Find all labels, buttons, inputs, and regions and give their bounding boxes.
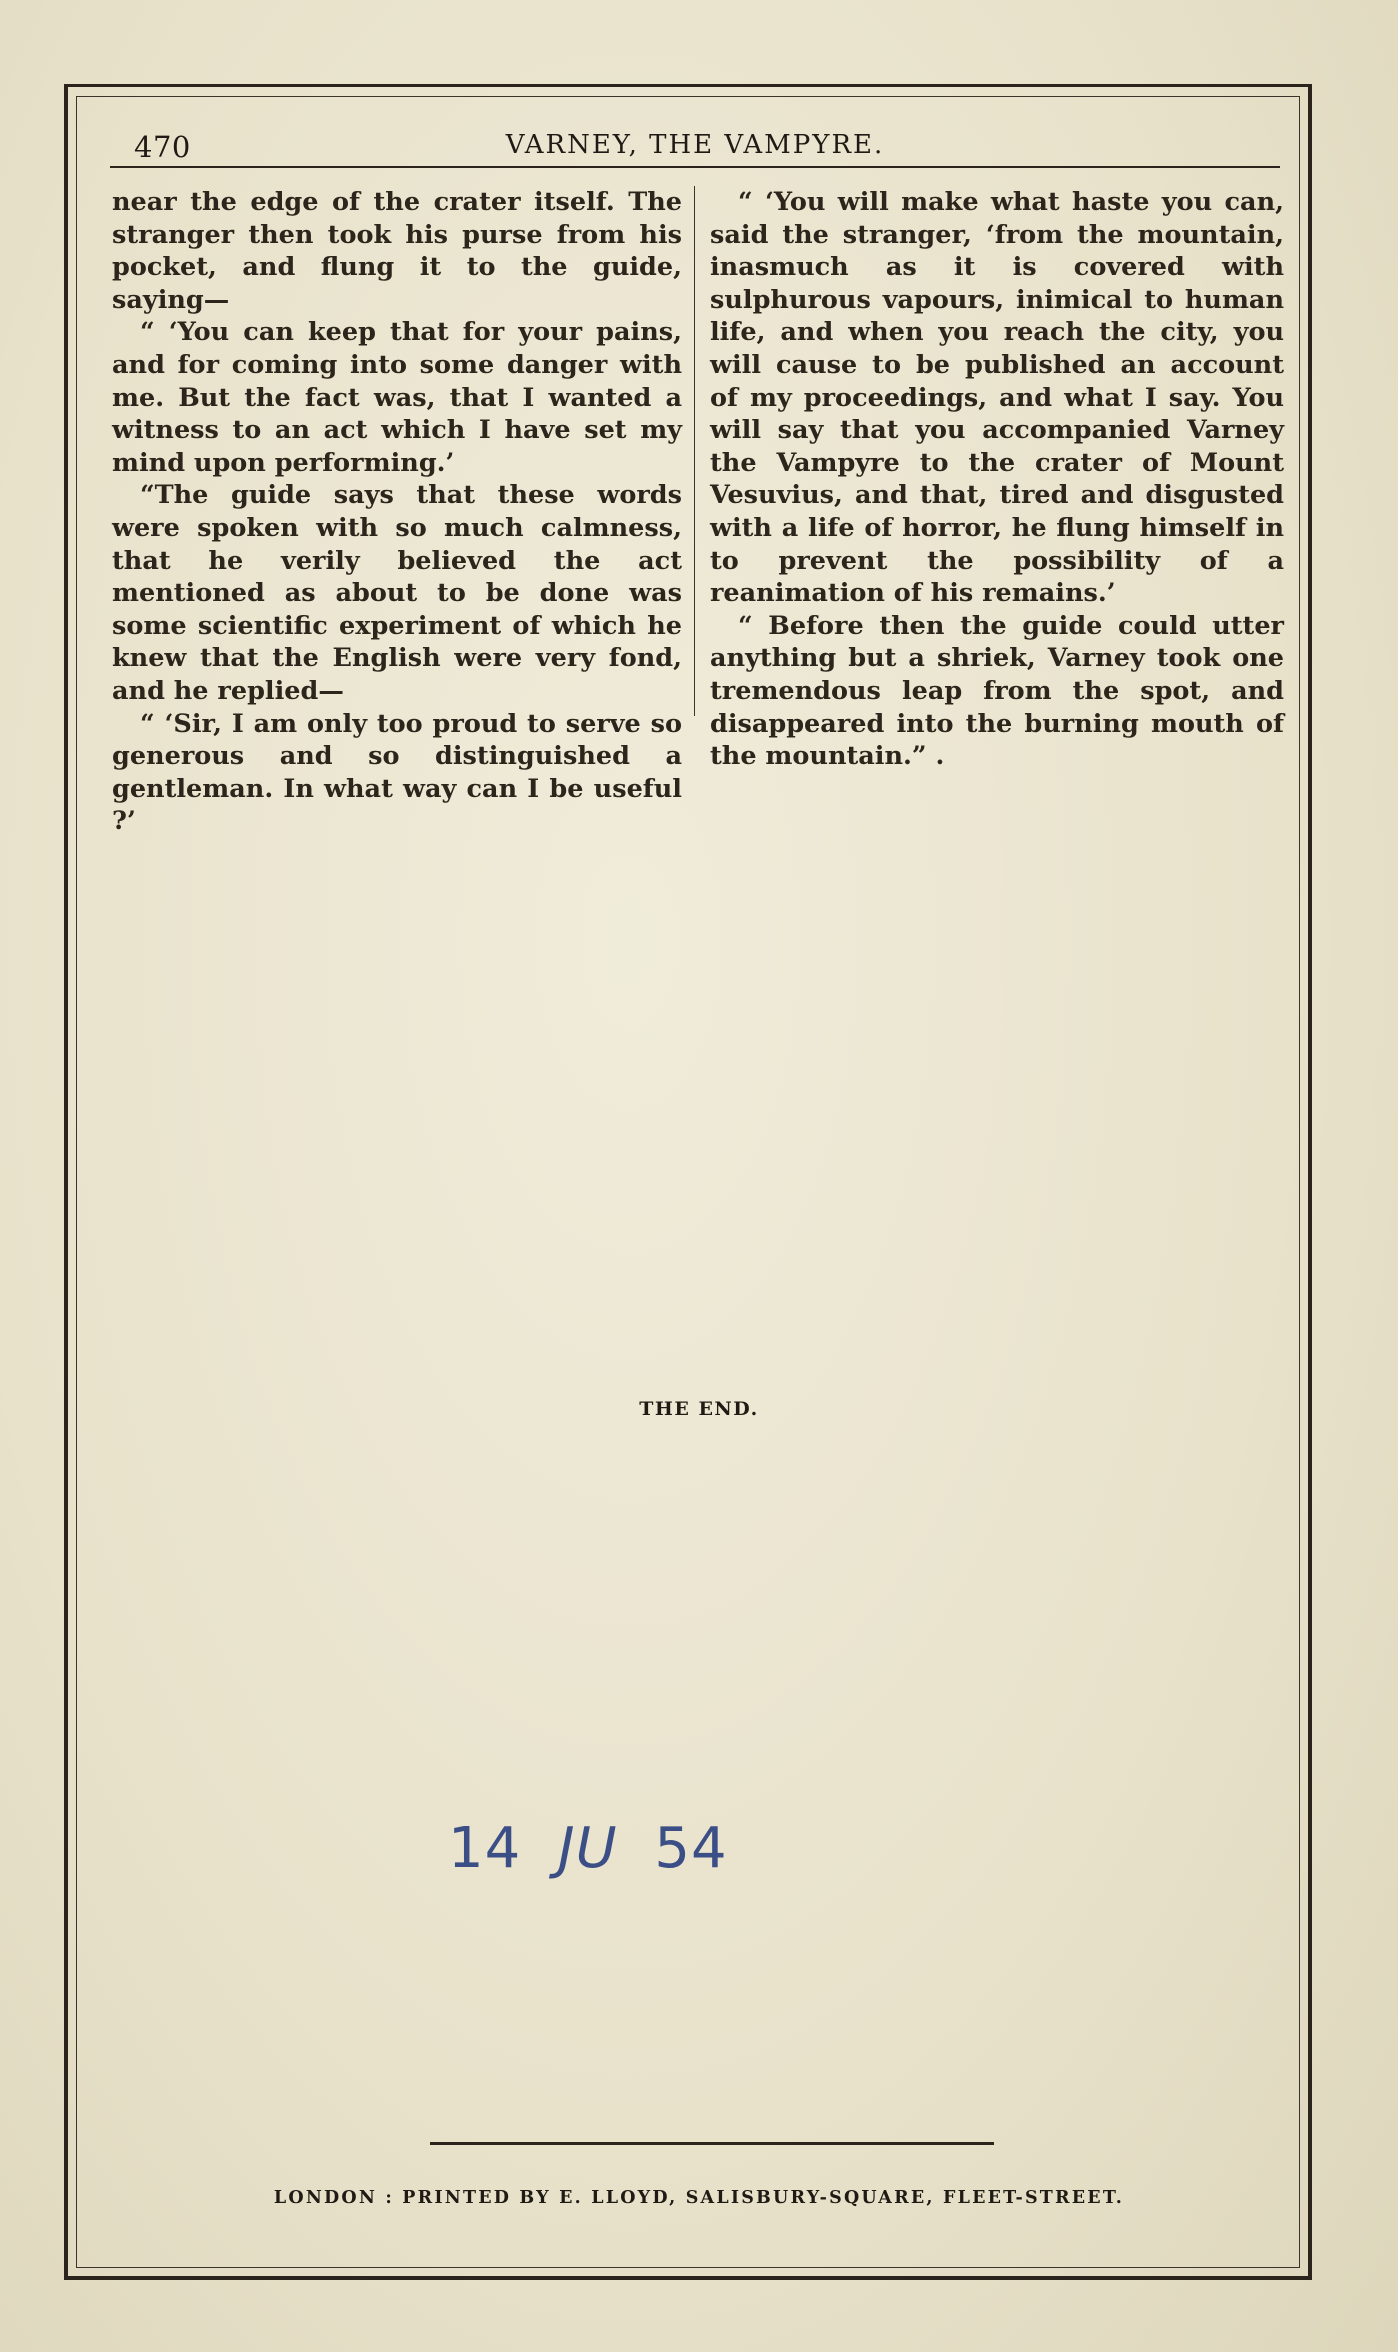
- right-text-column: [710, 186, 1284, 773]
- running-title: VARNEY, THE VAMPYRE.: [505, 130, 885, 160]
- paragraph: “ Before then the guide could utter anything but a shriek, Varney took one tremendous leap from the spot, and disappeared into the burning mouth of the mountain.” .: [710, 610, 1284, 772]
- stamp-year: 54: [654, 1816, 728, 1881]
- the-end-label: THE END.: [639, 1398, 759, 1420]
- page-header: [110, 116, 1280, 166]
- library-date-stamp: [448, 1816, 728, 1881]
- left-text-column: [112, 186, 682, 838]
- paragraph: near the edge of the crater itself. The stranger then took his purse from his pocket, and flung it to the guide, saying—: [112, 187, 682, 315]
- page-number: 470: [134, 130, 191, 164]
- paragraph: “The guide says that these words were spoken with so much calmness, that he verily believed the act mentioned as about to be done was some scientific experiment of which he knew that the English were very fond, and he replied—: [112, 480, 682, 706]
- column-divider: [694, 186, 695, 716]
- footer-rule: [430, 2142, 994, 2145]
- paragraph: “ ‘You will make what haste you can, said the stranger, ‘from the mountain, inasmuch as it is covered with sulphurous vapours, inimical to human life, and when you reach the city, you will cause to be published an account of my proceedings, and what I say. You will say that you accompanied Varney the Vampyre to the crater of Mount Vesuvius, and that, tired and disgusted with a life of horror, he flung himself in to prevent the possibility of a reanimation of his remains.’: [710, 187, 1284, 609]
- paragraph: “ ‘You can keep that for your pains, and for coming into some danger with me. But the fact was, that I wanted a witness to an act which I have set my mind upon performing.’: [112, 317, 682, 478]
- header-rule: [110, 166, 1280, 168]
- printer-imprint: LONDON : PRINTED BY E. LLOYD, SALISBURY-SQUARE, FLEET-STREET.: [273, 2188, 1125, 2208]
- paragraph: “ ‘Sir, I am only too proud to serve so generous and so distinguished a gentleman. In what way can I be useful ?’: [112, 708, 682, 837]
- stamp-month: JU: [558, 1816, 618, 1881]
- stamp-day: 14: [448, 1816, 522, 1881]
